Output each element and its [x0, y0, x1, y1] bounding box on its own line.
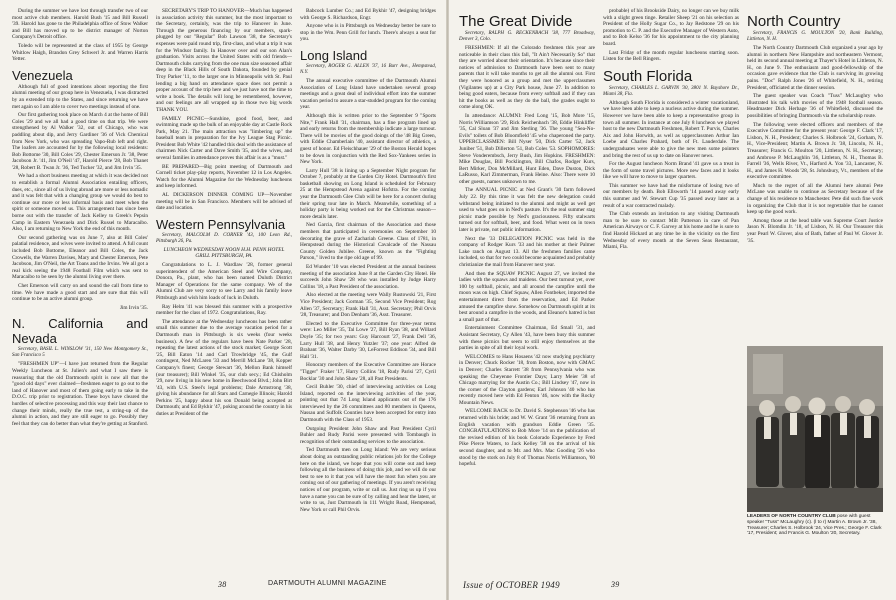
great-divide-paragraph-5: And then the SQUAW PICNIC August 27, we invited the ladies with the squaws and maidens. Our best turnout yet, over 100 by softball, picnic, and all around the campfire until the moon was on high. Chief Squaw, Allen Fontbeker, imported the entertainment direct from the reservation, and Ed Parker amused the campfire show. Somehow on Dartmouth spirit at its best around a campfire in the woods, and Eleanor's hatred is but a small part of that.: [459, 270, 595, 323]
n-california-paragraph-1: "FRESHMEN UP"—I have just returned from the Regular Weekly Luncheon at St. Julien's and what I saw there is reassuring that the old Dartmouth spirit is now all that the "good old days" ever claimed—freshmen eager to go out to the land of Hanover and most of them going early to take in the D.O.C. trip prior to registration. These boys have cleared the hurdles of selective processing and this way their last chance to change their minds, really the true test, a string-up of the alumni in action, and they are still eager to go. Possibly they feel that they can do better than what they're getting at Stanford.: [12, 361, 148, 427]
south-florida-byline: Secretary, CHARLES L. GARVIN '30, 3801 N. Bayshore Dr., Miami 38, Fla.: [603, 85, 739, 97]
venezuela-paragraph-4: Our second gathering was on June 7, also at Bill Coles' palatial residence, and wives were invited to attend. A full count included Bob Bottome, Eleanor and Bill Coles, the Jack Crowells, the Warren Davises, Mary and Chester Emerson, Pete Jacobson, Jim O'Neil, the Art Toans and the Irvins. We all got a real kick seeing the 1948 Football Film which was sent to Maracaibo to be seen by the alumni living over there.: [12, 234, 148, 281]
left-page: [0, 0, 447, 600]
south-florida-paragraph-2: For the August luncheon Norm Brand '41 gave us a treat in the form of some travel pictures. More new faces and it looks like we will have to move to larger quarters.: [603, 161, 739, 181]
western-pa-byline: Secretary, MALCOLM D. CORNER '43, 100 Leon Rd., Pittsburgh 26, Pa.: [156, 232, 292, 244]
long-island-paragraph-1: The annual executive committee of the Dartmouth Alumni Association of Long Island have undertaken several group meetings and a great deal of individual effort into the summer vacation period to assure a star-studded program for the coming year.: [300, 77, 436, 111]
north-country-paragraph-1: The North Country Dartmouth Club organized a year ago by alumni in northern New Hampshire and northeastern Vermont, held its second annual meeting at Thayer's Hotel in Littleton, N. H., on June 9. The enthusiasm and good-fellowship of the occasion gave evidence that the Club is surviving its growing pains. "Doc" Ralph Jones '26 of Whitefield, N. H., retiring President, officiated at the dinner session.: [747, 45, 883, 91]
great-divide-paragraph-8: WELCOME BACK to Dr. David S. Stephenson '46 who has returned with his bride; and W. W. Grant '36 returning from an English vacation with grandson Eddie Green '35. CONGRATULATIONS to Bob More '14 on the publication of the revised edition of his book Colorado Experience by Fred Pike Pierce Waters, to Jack Kelley '38 on the arrival of his second daughter, and to Mr. and Mrs. Mac Gooding '26 who stood by the stork on July 8 of Thomas Norris Williamson, '60 hopeful.: [459, 408, 595, 468]
western-pa-luncheon-notice: LUNCHEON WEDNESDAY NOON H.H. PENN HOTEL GRILL PITTSBURGH, PA.: [163, 246, 285, 260]
north-country-paragraph-3: The following were elected officers and members of the Executive Committee for the present year: George F. Clark '17, Lisbon, N. H., President; Charles S. Holbrook '24, Gorham, N. H., Vice-President; Martin A. Brown Jr. '38, Lincoln, N. H., Treasurer; Francis G. Moulton '20, Littleton, N. H., Secretary; and Ambrose P. McLaughlin '36, Littleton, N. H., Thomas B. Farrell '36, Wells River, Vt., Harford A. Yon '33, Lancaster, N. H., and James H. Woods '28, St. Johnsbury, Vt., members of the executive committee.: [747, 121, 883, 181]
long-island-paragraph-7: Elected to the Executive Committee for three-year terms were: Leo Miller '35, Tal Lowe '27, Bill Ryan '38, and Willard Doyle '35; for two years: Guy Harcourt '27, Frank Dell '36, Larry Hull '38, and Henry Yutzler '37; one year: Alfred de Brabant '36, Walter Darby '30, LeForrest Eddison '34, and Bill Hall '31.: [300, 320, 436, 360]
great-divide-paragraph-2: In attendance: ALUMNI: Fred Long '15, Bob More '15, Norris Williamson '29, Rick Reichenbach '38, Eddie Hinkliffer '35, Cal Sloan '37 and Jim Sterling '36. The young "Sea-No-Evils" toilets of Bob Bloomfield '45 who chaperoned the party. UPPERCLASSMEN: Bill Nyser '50, Dick Carter '52, Jack Juniber '51, Bob Dillerton '51, Bob Coles '53. SOPHOMORES: Steve Vonderembsch, Jerry Bush, Jim Hopkins. FRESHMEN: Mike Douglas, Bill Pocklington, Bill Chafos, Rodger Kurs, Bert Mirker, Don McMillard, Hunt Eden, Dave Duston, Dick LaRusso, Karl Zimmerman, Frank Heine. Also: There were 10 other guests, names unknown to me.: [459, 112, 595, 185]
long-island-paragraph-6: Also elected at the meeting were Wally Rustowski '21, First Vice President; Jack Gorman '35, Second Vice President; Rog Allen '37, Secretary; Frank Hall '31, Asst. Secretary; Phil Orvis '28, Treasurer; and Don Denham '36, Asst. Treasurer.: [300, 292, 436, 319]
right-column-1: [459, 8, 595, 573]
great-divide-paragraph-6: Entertainment Committee Chairman, Ed Small '31, and Assistant Secretary, Cy Allen '43, have been busy this summer with these picnics but seem to still enjoy themselves at the parties in spite of all their loyal work.: [459, 325, 595, 352]
venezuela-paragraph-2: Our first gathering took place on March 4 at the home of Bill Coles '29 and we all had a good time on that trip. We were strengthened by Al Walker '32, out of Chicago, who was paddling about dip, and Jerry Gardiner '36 of Vick Chemical from New York, who was spreading Vapo-Rub left and right. The loafers are accounted for by the following local residents: Bob Bottome '30, Bill Coles '29, Chester Emerson Jr. '38, Peter Jacobson Jr. '41, Jim O'Neil '47, Harold Pierce '28, Bob Thanet '28, Robert B. Twan Jr. '36, Ted Tucker '32, and Jim Irvin '35.: [12, 112, 148, 171]
great-divide-byline: Secretary, RALPH G. RECKENBACH '38, 777 Broadway, Denver 3, Colo.: [459, 31, 595, 42]
sf-paragraph-1: SECRETARY'S TRIP TO HANOVER—Much has happened in association activity this summer, but the most important to the Secretary, certainly, was the trip to Hanover in June. Through the generous financing by our members, spark-plugged by our "Regular" Bob Lawson '38, the Secretary's expenses were paid round trip, first-class, and what a trip it was for the Windsor family. In Hanover over and our son Alan's graduation. Visits across the United States with old friends—Dartmouth clubs carrying from the one man size seasoned affair deep in the Black Hills of South Dakota, founded by genial Troy Parker '11, to the larger one in Minneapolis with St. Paul lending a big hand on attendance space does not permit a proper account of the trip here and we just have not the time to write a book. The details will long be remembered, however, and our feelings are all wrapped up in those two big words THANK YOU.: [156, 8, 292, 113]
long-island-paragraph-8: Honorary members of the Executive Committee are Horace "Tigger" Fraker '17, Harry Collins '18, Rudy Parisi '27, Cyril Bocklar '30 and John Shaw '28, all Past Presidents.: [300, 362, 436, 382]
great-divide-paragraph-7: WELCOMES to Hans Hosaens '42 now studying psychiatry in Denver; Chuck Rocker '18, from Boston, now with GMAC in Denver; Charles Starrett '38 from Pennsylvania who was speaking the Cheyenne Frontier Days; Larry Meier '38 of Chicago marrying for the Austin Co.; Bill Lindsey '47, now in the corner of the Clayton gardens; Earl Johnson '40 who has recently moved here with Ed Fenton '46, now with the Rocky Mountain News.: [459, 353, 595, 406]
club-leaders-photo: [747, 346, 883, 512]
left-column-2: [156, 8, 292, 573]
long-island-paragraph-5: Ed Wunder '10 was elected President at the annual business meeting of the association June 8 at the Garden City Hotel. He succeeds John Shaw '28 who was installed by Judge Harry Collins '18, a Past President of the association.: [300, 264, 436, 290]
left-column-1: [12, 8, 148, 573]
left-column-3: [300, 8, 436, 573]
western-pa-paragraph-2: Ray Helm '41 was blessed this summer with a prospective member for the class of 1972. Congratulations, Ray.: [156, 303, 292, 317]
pittsburgh-paragraph-2: Anyone who is in Pittsburgh on Wednesday better be sure to stop in the Wm. Penn Grill for lunch. There's always a seat for you.: [300, 23, 436, 43]
sf-paragraph-3: BE PREPARED—Big point meeting of Dartmouth and Cornell ticket play-play reports, November 12 in Los Angeles. Watch for the Alumni Magazine for the Wednesday luncheons and keep informed.: [156, 163, 292, 190]
north-country-paragraph-2: The guest speaker was Coach "Tuss" McLaughry who illustrated his talk with movies of the 1948 football season. Headmaster Dick Herbage '36 of Whitefield, discussed the possibilities of bringing Dartmouth via the scholarship route.: [747, 93, 883, 119]
denver-paragraph-2: Last Friday of the month regular luncheons starting soon. Listen for the Bell Ringers.: [603, 49, 739, 63]
south-florida-paragraph-1: Although South Florida is considered a winter vacationland, we have been able to keep a nucleus active during the summer. However we have been able to keep a representative group in town all summer. In instance at one July 8 luncheon we played host to the new Dartmouth Freshmen, Robert T. Purvis, Charles Aix and John Horwith, as well as upperclassmen Arthur Ian Loebe and Charles Prahard, both of Ft. Lauderdale. The undergraduates were able to give the new men some pointers and bring the rest of us up to date on Hanover news.: [603, 99, 739, 159]
great-divide-paragraph-1: FRESHMEN: If all the Colorado freshmen this year are noticeable in their class this fall, "It Ain't Necessarily So" that they are worried about their orientation. It's because since their notices of admission to Dartmouth have been sent to many parents that it will take months to get all the alumni out. First they were honored as a group and met the upperclassmen (Vigilantes up) at a City Park house, June 27. In addition to being good eaters, because from every softball and if they can hit the books as well as they do the ball, the grades ought to come along OK.: [459, 45, 595, 111]
venezuela-paragraph-5: Chet Emerson will carry on and sound the call from time to time. We have made a good start and are sure that this will continue to be an active alumni group.: [12, 282, 148, 303]
venezuela-paragraph-1: Although full of good intentions about reporting the first alumni meeting of our group here in Venezuela, I was distracted by an extended trip to the States, and since returning we have met again so I am able to cover two meetings instead of one.: [12, 83, 148, 110]
south-florida-paragraph-3: This summer we have had the misfortune of losing two of our members by death. Bob Ellsworth '14 passed away early this summer and W. Stewart Cup '35 passed away later as a result of a war contracted malady.: [603, 182, 739, 209]
right-column-2: [603, 8, 739, 573]
right-page-number: 39: [611, 580, 620, 589]
long-island-paragraph-10: Outgoing President John Shaw and Past President Cyril Buhler and Rudy Parisi were presented with Tombaugh in recognition of their outstanding services to the association.: [300, 425, 436, 445]
long-island-byline: Secretary, ROGER G. ALLEN '37, 16 Burr Ave., Hempstead, N.Y.: [300, 63, 436, 75]
right-issue-label: Issue of OCTOBER 1949: [463, 580, 560, 590]
section-title-long-island: Long Island: [300, 47, 368, 63]
caption-lead: LEADERS OF NORTH COUNTRY CLUB: [747, 514, 836, 519]
long-island-paragraph-3: Larry Hull '38 is lining up a September Night program for October 7, probably at the Garden City Hotel. Dartmouth's first basketball showing on Long Island is scheduled for February 25 at the Hempstead Arena against Hofstra. For the coming year the Dartmouth Glee Club will be here for a concert during their spring tour late in March. Meanwhile, something of a holiday party is being worked out for the Christmas season—more details later.: [300, 167, 436, 220]
left-page-number: 38: [218, 580, 227, 589]
south-florida-paragraph-4: The Club extends an invitation to any visiting Dartmouth man to be sure to contact Milt Patterson in care of Pan American Airways or C. F. Garvey at his home and he is sure to find Harold Hickard at any time be in the vicinity on the first Wednesday of every month at the Seven Seas Restaurant, Miami, Fla.: [603, 211, 739, 251]
caption-text: pose with guest speaker "Tuss" McLaughry (c). (l to r) Martin A. Brown Jr. '38, Treasurer; Charles S. Holbrook '24, Vice Pres.; George F. Clark '17, President; and Francis G. Moulton '20, Secretary.: [747, 514, 882, 537]
section-title-n-california: N. California and Nevada: [12, 316, 148, 347]
sf-paragraph-4: AL DICKERSON DINNER COMING UP—November meeting will be in San Francisco. Members will be advised of date and location.: [156, 192, 292, 212]
great-divide-paragraph-3: The ANNUAL PICNIC at Ned Grant's '30 farm followed July 22. By this time it was felt the new delegation could withstand being initiated to the alumni and might as well get used to what goes on in Ned's pasture. It's the real summer stag picnic made possible by Ned's graciousness. Fifty stalwarts turned out for softball, beer, and food. What went on in town later is private, not public information.: [459, 187, 595, 234]
venezuela-signature: Jim Irvin '35.: [119, 304, 148, 311]
n-california-byline: Secretary, BASIL L. WINSLOW '31, 150 New Montgomery St., San Francisco 5: [12, 347, 148, 359]
long-island-paragraph-2: Although this is written prior to the September 9 "Sports Nite," Frank Hall '31, chairman, has a fine program lined up and early returns from the membership indicate a large turnout. There will be movies of the good doings of the '48 Big Green, with Eddie Chamberlain '40, assistant director of athletics, a guest of honor. Ed Fleischhauer '29 of the Boston Herald hopes to be down in conjunction with the Red Sox-Yankees series in New York.: [300, 112, 436, 166]
right-column-3: [747, 8, 883, 342]
section-title-north-country: North Country: [747, 13, 841, 30]
long-island-paragraph-4: Ned Garcia, first chairman of the Association and those members that participated in ceremonies on September 10 decorating the grave of Zachariah Greene. Class of 1781, in Hempstead during the Historical Cavalcade of the Nassau County Golden Jubilee. Greene, known as the "Fighting Parson," lived to the ripe old age of 99.: [300, 222, 436, 262]
pittsburgh-paragraph-1: Babcock Lumber Co.; and Ed Bykhir '47, designing bridges with George S. Richardson, Engr.: [300, 8, 436, 21]
long-island-paragraph-9: Cecil Buhler '30, chief of interviewing activities on Long Island, reported on the interviewing activities of the year, pointing out that 74 Long Island applicants out of the 176 interviewed by the 26 committees and 80 members in Queens, Nassau and Suffolk Counties have been accepted for entry into Dartmouth with the Class of 1953.: [300, 384, 436, 424]
photo-caption: [747, 514, 883, 537]
photo-figures: [747, 346, 883, 512]
right-page: [449, 0, 896, 600]
section-title-western-pennsylvania: Western Pennsylvania: [156, 216, 286, 232]
intro-paragraph-1: During the summer we have lost through transfer two of our most active club members. Harold Bush '15 and Bill Russell '39. Harold has gone to the Philadelphia office of Stow Walker and Bill has moved up to be district manager of Norton Company's Detroit office.: [12, 8, 148, 41]
long-island-paragraph-11: Ted Dartmouth men on Long Island: We are very serious about doing an outstanding public relations job for the College here on the island, we hope that you will come out and keep following all the business of doing this job, and we will do our best to see to it that you will have the most fun when you are coming out of our gathering of meetings. If you aren't receiving notices of our program, write or call us. Just ring us up if you have a name you can be sure of by calling and hear the latest, or write to us, Just Dartmouth in 111 Wright Road, Hempstead, New York or call Phil Orvis.: [300, 447, 436, 513]
north-country-paragraph-5: Among those at the head table was Supreme Court Justice Jason N. Blomdin Jr. '18, of Lisbon, N. H. Our Treasurer this year Pearl W. Glover, also of Bath, father of Paul W. Glover Jr. '35.: [747, 217, 883, 244]
north-country-paragraph-4: Much to the regret of all the Alumni here alumni Pete McLane was unable to continue as Secretary because of the change of his residence to Manchester. Pete did such fine work in organizing the Club that it is not regrettable that he cannot keep up the good work.: [747, 182, 883, 216]
western-pa-paragraph-1: Congratulations to L. J. Wardlaw '28, former general superintendent of the American Steel and Wire Company, Donora, Pa., plant, who has been named Duluth District Manager of Operations for the same company. We of the Alumni Club are very sorry to see Larry and his family leave Pittsburgh and wish him loads of luck in Duluth.: [156, 262, 292, 301]
left-running-title: DARTMOUTH ALUMNI MAGAZINE: [268, 580, 387, 587]
denver-paragraph-1: probable) of his Brookside Dairy, no longer can we buy milk with a slight green tinge. Retailer Sheep '21 on his selection as President of the Holly Sugar Co., to Jay Redstone '29 on his promotion to C. P. and the Executive Manager of Western Auto, and to Bob Kelso '36 for his appointment to the city planning board.: [603, 8, 739, 47]
sf-paragraph-2: FAMILY PICNIC—Sunshine, good food, beer, and swimming made up the bulk of an enjoyable day at Castle Rock Park, May 21. The main attraction was "limbering up" the baseball team in preparation for the Ivy League Stag Picnic. President Bob White '42 handled this deal with the assistance of chairmen Nick Carter and Dave Smith '35, and the wives, and several families in attendance proves this affair is as a "must.": [156, 115, 292, 162]
section-title-south-florida: South Florida: [603, 67, 693, 85]
western-pa-paragraph-3: The attendance at the Wednesday luncheons has been rather small this summer due to the average vacation period for a Dartmouth man in Pittsburgh is six weeks (four weeks business). A few of the regulars have been Nate Parker '28, repeating the latest actions of the stock market; George Scott '25, Bill Eaton '14 and Carl Trowbridge '45, the Gulf contingent, Ned McLaren '33 and Merrill McLane '38, Kopper Company's finest; George Stewart '36, Mellon Bank himself (our treasurer); Bill Winkel '35, our club secy.; Ed Chisholm '29, now living in his new home in Beechwood Blvd.; John Birt '43, with U.S. Steel's legal problems; Dale Armstrong '38, giving his abundance for all Stars and Carnegie Illinois; Harold Perkins '25, happy about his son Donald being accepted at Dartmouth; and Ed Bykhir '47, poking around the country in his duties at President of the: [156, 318, 292, 418]
great-divide-paragraph-4: Next the '33 DELEGATION PICNIC was held in the company of Rodger Kurs '33 and his mother at their Palmer Lake ranch on August 13. All the freshmen families came included, so that for two could become acquainted and probably christianize the mail from Hanover next year.: [459, 235, 595, 268]
venezuela-paragraph-3: We had a short business meeting at which it was decided not to establish a formal Alumni Association entailing officers, dues, etc., since all of us living abroad are more or less nomadic and it was felt that with a changing group we would do best to continue our more or less informal basis and meet when the spirit or someone moved us. This arrangement has since been borne out with the transfer of Jack Kelley to Greek's Pepsin Camp in Eastern Venezuela and Dick Russel to Maracaibo. Also, I am returning to New York the end of this month.: [12, 173, 148, 233]
north-country-byline: Secretary, FRANCIS G. MOULTON '20, Bank Building, Littleton, N. H.: [747, 31, 883, 42]
intro-paragraph-2: Toledo will be represented at the class of 1955 by George Whitlow Haigh, Brandon Grey Schwerl Jr. and Warren Harris Yetter.: [12, 42, 148, 63]
section-title-great-divide: The Great Divide: [459, 13, 573, 30]
section-title-venezuela: Venezuela: [12, 67, 73, 83]
